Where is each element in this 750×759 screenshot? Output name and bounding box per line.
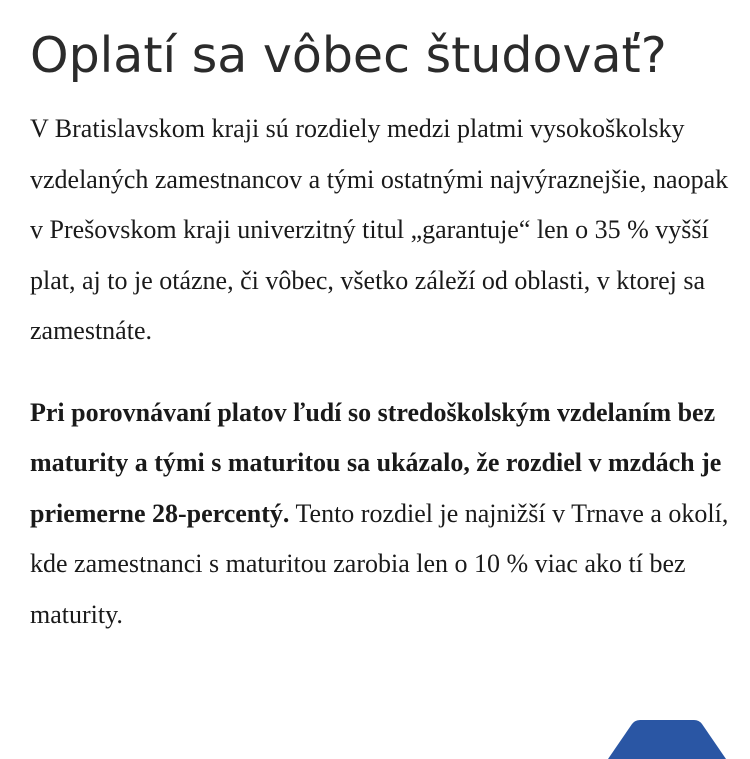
article-paragraph-2 [30,388,730,641]
article-body [30,20,730,640]
article-heading: Oplatí sa vôbec študovať? [30,27,667,84]
paragraph-2-text: Tento rozdiel je najnižší v Trnave a okolí, kde zamestnanci s maturitou zarobia len o 10 % viac ako tí bez maturity. [30,498,729,629]
floating-corner-button[interactable] [608,720,726,759]
paragraph-2-bold-lead: Pri porovnávaní platov ľudí so stredoškolským vzdelaním bez maturity a tými s maturitou sa ukázalo, že rozdiel v mzdách je priemerne 28-percentý. [30,397,722,528]
corner-badge-shape [608,720,726,759]
article-paragraph-1: V Bratislavskom kraji sú rozdiely medzi platmi vysokoškolsky vzdelaných zamestnancov a tými ostatnými najvýraznejšie, naopak v Prešovskom kraji univerzitný titul „garantuje“ len o 35 % vyšší plat, aj to je otázne, či vôbec, všetko záleží od oblasti, v ktorej sa zamestnáte. [30,114,729,345]
